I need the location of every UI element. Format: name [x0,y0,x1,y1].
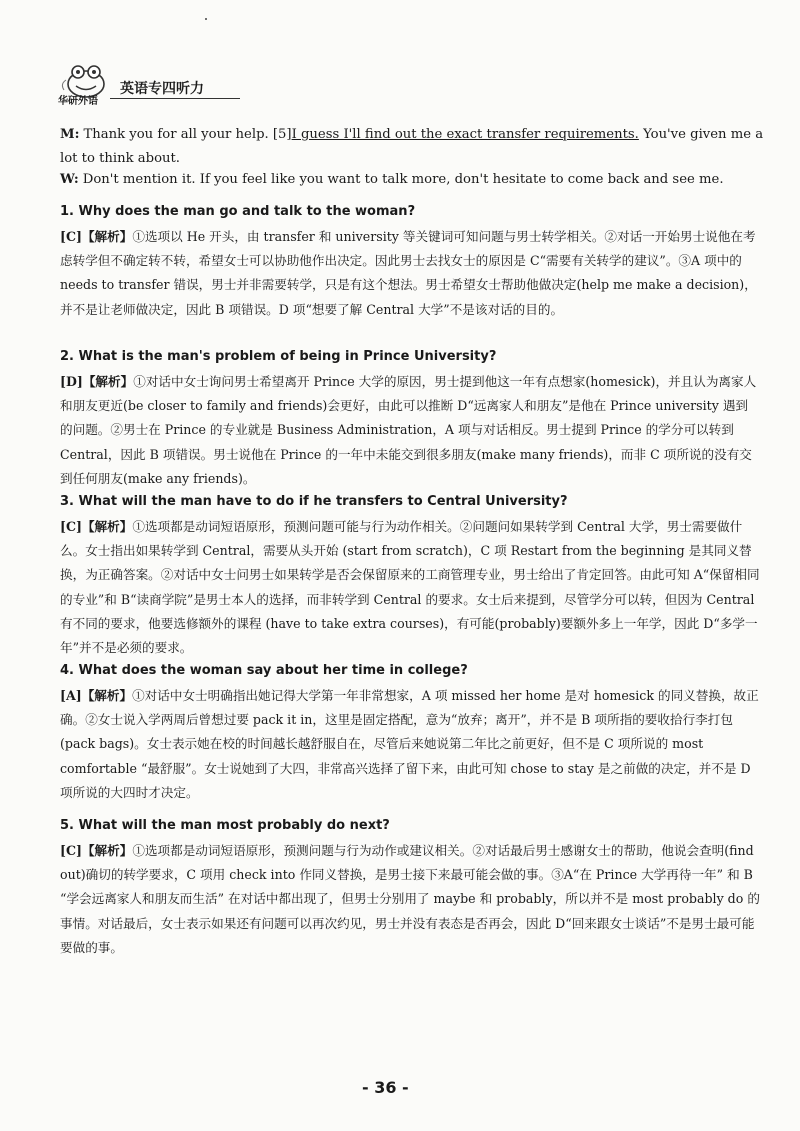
answer-explanation: ①选项都是动词短语原形，预测问题与行为动作或建议相关。②对话最后男士感谢女士的帮助，他说会查明(find out)确切的转学要求，C 项用 check into 作同义替换，是男士接下来最可能会做的事。③A“在 Prince 大学再待一年” 和 B “学会远离家人和朋友而生活” 在对话中都出现了，但男士分别用了 maybe 和 probably，所以并不是 most probably do 的事情。对话最后，女士表示如果还有问题可以再次约见，男士并没有表态是否再会，因此 D“回来跟女士谈话”不是男士最可能要做的事。 [60,843,760,955]
underlined-answer-text: I guess I'll find out the exact transfer requirements. [291,127,639,142]
header-underline [110,98,240,99]
speaker-label: M: [60,127,80,142]
dialogue-text: You've given me a lot to think about. [60,127,764,166]
answer-key: [D]【解析】 [60,374,134,389]
dialogue-text: Don't mention it. If you feel like you want to talk more, don't hesitate to come back and see me. [82,172,724,187]
answer-key: [C]【解析】 [60,519,133,534]
answer-2 [60,370,760,491]
answer-explanation: ①选项都是动词短语原形，预测问题可能与行为动作相关。②问题问如果转学到 Central 大学，男士需要做什么。女士指出如果转学到 Central，需要从头开始 (start from scratch)，C 项 Restart from the beginning 是其同义替换，为正确答案。②对话中女士问男士如果转学是否会保留原来的工商管理专业，男士给出了肯定回答。由此可知 A“保留相同的专业”和 B“读商学院”是男士本人的选择，而非转学到 Central 的要求。女士后来提到，尽管学分可以转，但因为 Central 有不同的要求，他要选修额外的课程 (have to take extra courses)，有可能(probably)要额外多上一年学，因此 D“多学一年”并不是必须的要求。 [60,519,760,656]
answer-key: [C]【解析】 [60,843,133,858]
question-1: 1. Why does the man go and talk to the woman? [60,204,416,219]
answer-explanation: ①对话中女士询问男士希望离开 Prince 大学的原因，男士提到他这一年有点想家(homesick)，并且认为离家人和朋友更近(be closer to family and friends)会更好，由此可以推断 D“远离家人和朋友”是他在 Prince university 遇到的问题。②男士在 Prince 的专业就是 Business Administration，A 项与对话相反。男士提到 Prince 的学分可以转到 Central，因此 B 项错误。男士说他在 Prince 的一年中未能交到很多朋友(make many friends)，而非 C 项所说的没有交到任何朋友(make any friends)。 [60,374,757,486]
answer-1 [60,225,760,322]
answer-5 [60,839,760,960]
question-5: 5. What will the man most probably do next? [60,818,390,833]
speaker-label: W: [60,172,79,187]
page-number: - 36 - [362,1078,409,1097]
answer-3 [60,515,760,660]
answer-4 [60,684,760,805]
dialogue-line-woman [60,171,765,188]
page-header-title: 英语专四听力 [120,81,204,97]
dialogue-line-man [60,123,765,171]
scan-speck [205,18,207,20]
answer-explanation: ①对话中女士明确指出她记得大学第一年非常想家，A 项 missed her home 是对 homesick 的同义替换，故正确。②女士说入学两周后曾想过要 pack it in，这里是固定搭配，意为“放弃；离开”，并不是 B 项所指的要收拾行李打包(pack bags)。女士表示她在校的时间越长越舒服自在，尽管后来她说第二年比之前更好，但不是 C 项所说的 most comfortable “最舒服”。女士说她到了大四，非常高兴选择了留下来，由此可知 chose to stay 是之前做的决定，并不是 D 项所说的大四时才决定。 [60,688,759,800]
question-3: 3. What will the man have to do if he transfers to Central University? [60,494,568,509]
question-2: 2. What is the man's problem of being in Prince University? [60,349,497,364]
dialogue-text: Thank you for all your help. [5] [83,127,292,142]
answer-key: [A]【解析】 [60,688,133,703]
question-4: 4. What does the woman say about her time in college? [60,663,468,678]
logo-text: 华研外语 [58,96,98,107]
answer-key: [C]【解析】 [60,229,133,244]
answer-explanation: ①选项以 He 开头，由 transfer 和 university 等关键词可知问题与男士转学相关。②对话一开始男士说他在考虑转学但不确定转不转，希望女士可以协助他作出决定。因此男士去找女士的原因是 C“需要有关转学的建议”。③A 项中的 needs to transfer 错误，男士并非需要转学，只是有这个想法。男士希望女士帮助他做决定(help me make a decision)，并不是让老师做决定，因此 B 项错误。D 项“想要了解 Central 大学”不是该对话的目的。 [60,229,757,317]
